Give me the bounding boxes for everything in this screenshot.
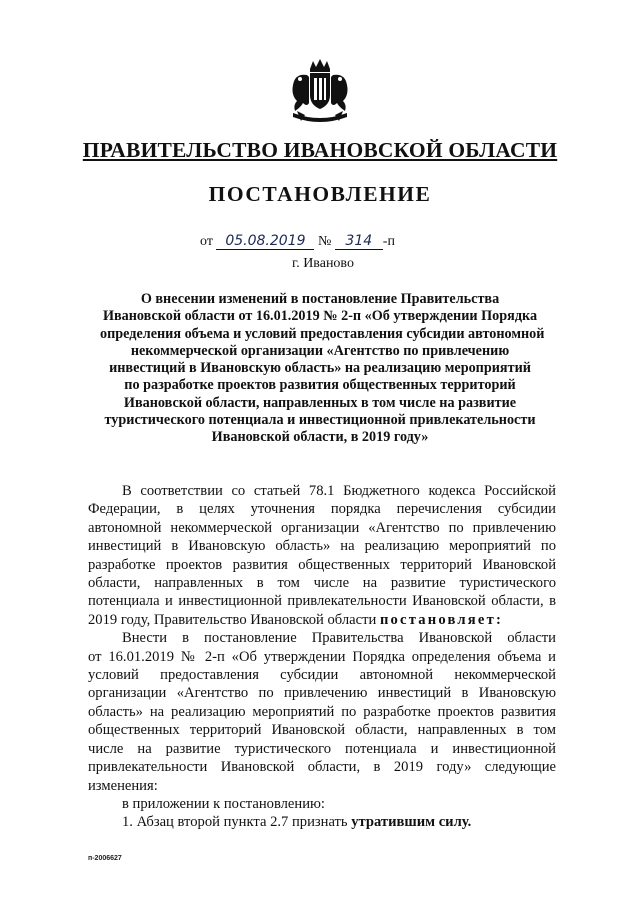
number-sign: № — [317, 234, 332, 249]
date-prefix: от — [200, 234, 213, 249]
amendment-paragraph — [88, 629, 556, 795]
document-type-title: ПОСТАНОВЛЕНИЕ — [208, 182, 432, 206]
preamble-line: Федерации, в целях уточнения порядка перечисления субсидии — [88, 501, 556, 518]
number-suffix: -п — [382, 234, 395, 249]
handwritten-number: 314 — [335, 233, 383, 250]
preamble-line: разработке проектов развития общественных территорий Ивановской — [88, 556, 556, 573]
amendment-last-line: изменения: — [88, 777, 158, 794]
government-title: ПРАВИТЕЛЬСТВО ИВАНОВСКОЙ ОБЛАСТИ — [82, 138, 558, 162]
preamble-line: потенциала и инвестиционной привлекательности Ивановской области, в — [88, 593, 556, 610]
footer-document-code: п-2006627 — [88, 855, 122, 862]
resolves-word: постановляет: — [379, 611, 503, 628]
amendment-line: организации «Агентство по привлечению инвестиций в Ивановскую — [88, 685, 556, 702]
preamble-line: инвестиций в Ивановскую область» на реализацию мероприятий по — [88, 538, 556, 555]
amendment-line: Внести в постановление Правительства Ивановской области — [122, 630, 556, 647]
preamble-last-line — [88, 611, 556, 629]
decree-body — [88, 482, 556, 832]
amendment-line: область» на реализацию мероприятий по разработке проектов развития — [88, 703, 556, 720]
item-1-bold-text: утратившим силу. — [351, 814, 472, 831]
amendment-line: привлекательности Ивановской области, в 2019 году» следующие — [88, 759, 556, 776]
heading-line: Ивановской области, в 2019 году» — [211, 429, 429, 446]
handwritten-date: 05.08.2019 — [216, 233, 314, 250]
heading-line: по разработке проектов развития общественных территорий — [124, 377, 516, 394]
amendment-line: условий предоставления субсидии автономной некоммерческой — [88, 667, 556, 684]
amendment-line: числе на развитие туристического потенциала и инвестиционной — [88, 740, 556, 757]
preamble-line: автономной некоммерческой организации «Агентство по привлечению — [88, 519, 556, 536]
coat-of-arms-emblem-icon — [283, 55, 357, 129]
amendment-line: общественных территорий Ивановской области, направленных в том — [88, 722, 556, 739]
item-1-line — [88, 813, 556, 831]
preamble-line: области, направленных в том числе на развитие туристического — [88, 575, 556, 592]
decree-heading — [100, 291, 545, 447]
city-line: г. Иваново — [292, 256, 354, 271]
heading-line: Ивановской области от 16.01.2019 № 2-п «Об утверждении Порядка — [102, 308, 538, 325]
heading-line: О внесении изменений в постановление Правительства — [140, 291, 500, 307]
heading-line: инвестиций в Ивановскую область» на реализацию мероприятий — [109, 360, 531, 377]
heading-line: определения объема и условий предоставления субсидии автономной — [100, 325, 545, 342]
heading-line: Ивановской области, направленных в том числе на развитие — [123, 394, 517, 411]
date-number-line — [200, 233, 460, 250]
item-1-text: 1. Абзац второй пункта 2.7 признать — [122, 814, 348, 831]
preamble-line: В соответствии со статьей 78.1 Бюджетного кодекса Российской — [122, 483, 556, 499]
heading-line: некоммерческой организации «Агентство по привлечению — [130, 342, 510, 359]
heading-line: туристического потенциала и инвестиционной привлекательности — [104, 412, 536, 429]
annex-line: в приложении к постановлению: — [122, 795, 325, 812]
preamble-paragraph — [88, 482, 556, 629]
preamble-last-text: 2019 году, Правительство Ивановской области — [88, 611, 377, 628]
amendment-line: от 16.01.2019 № 2-п «Об утверждении Порядка определения объема и — [88, 648, 556, 665]
